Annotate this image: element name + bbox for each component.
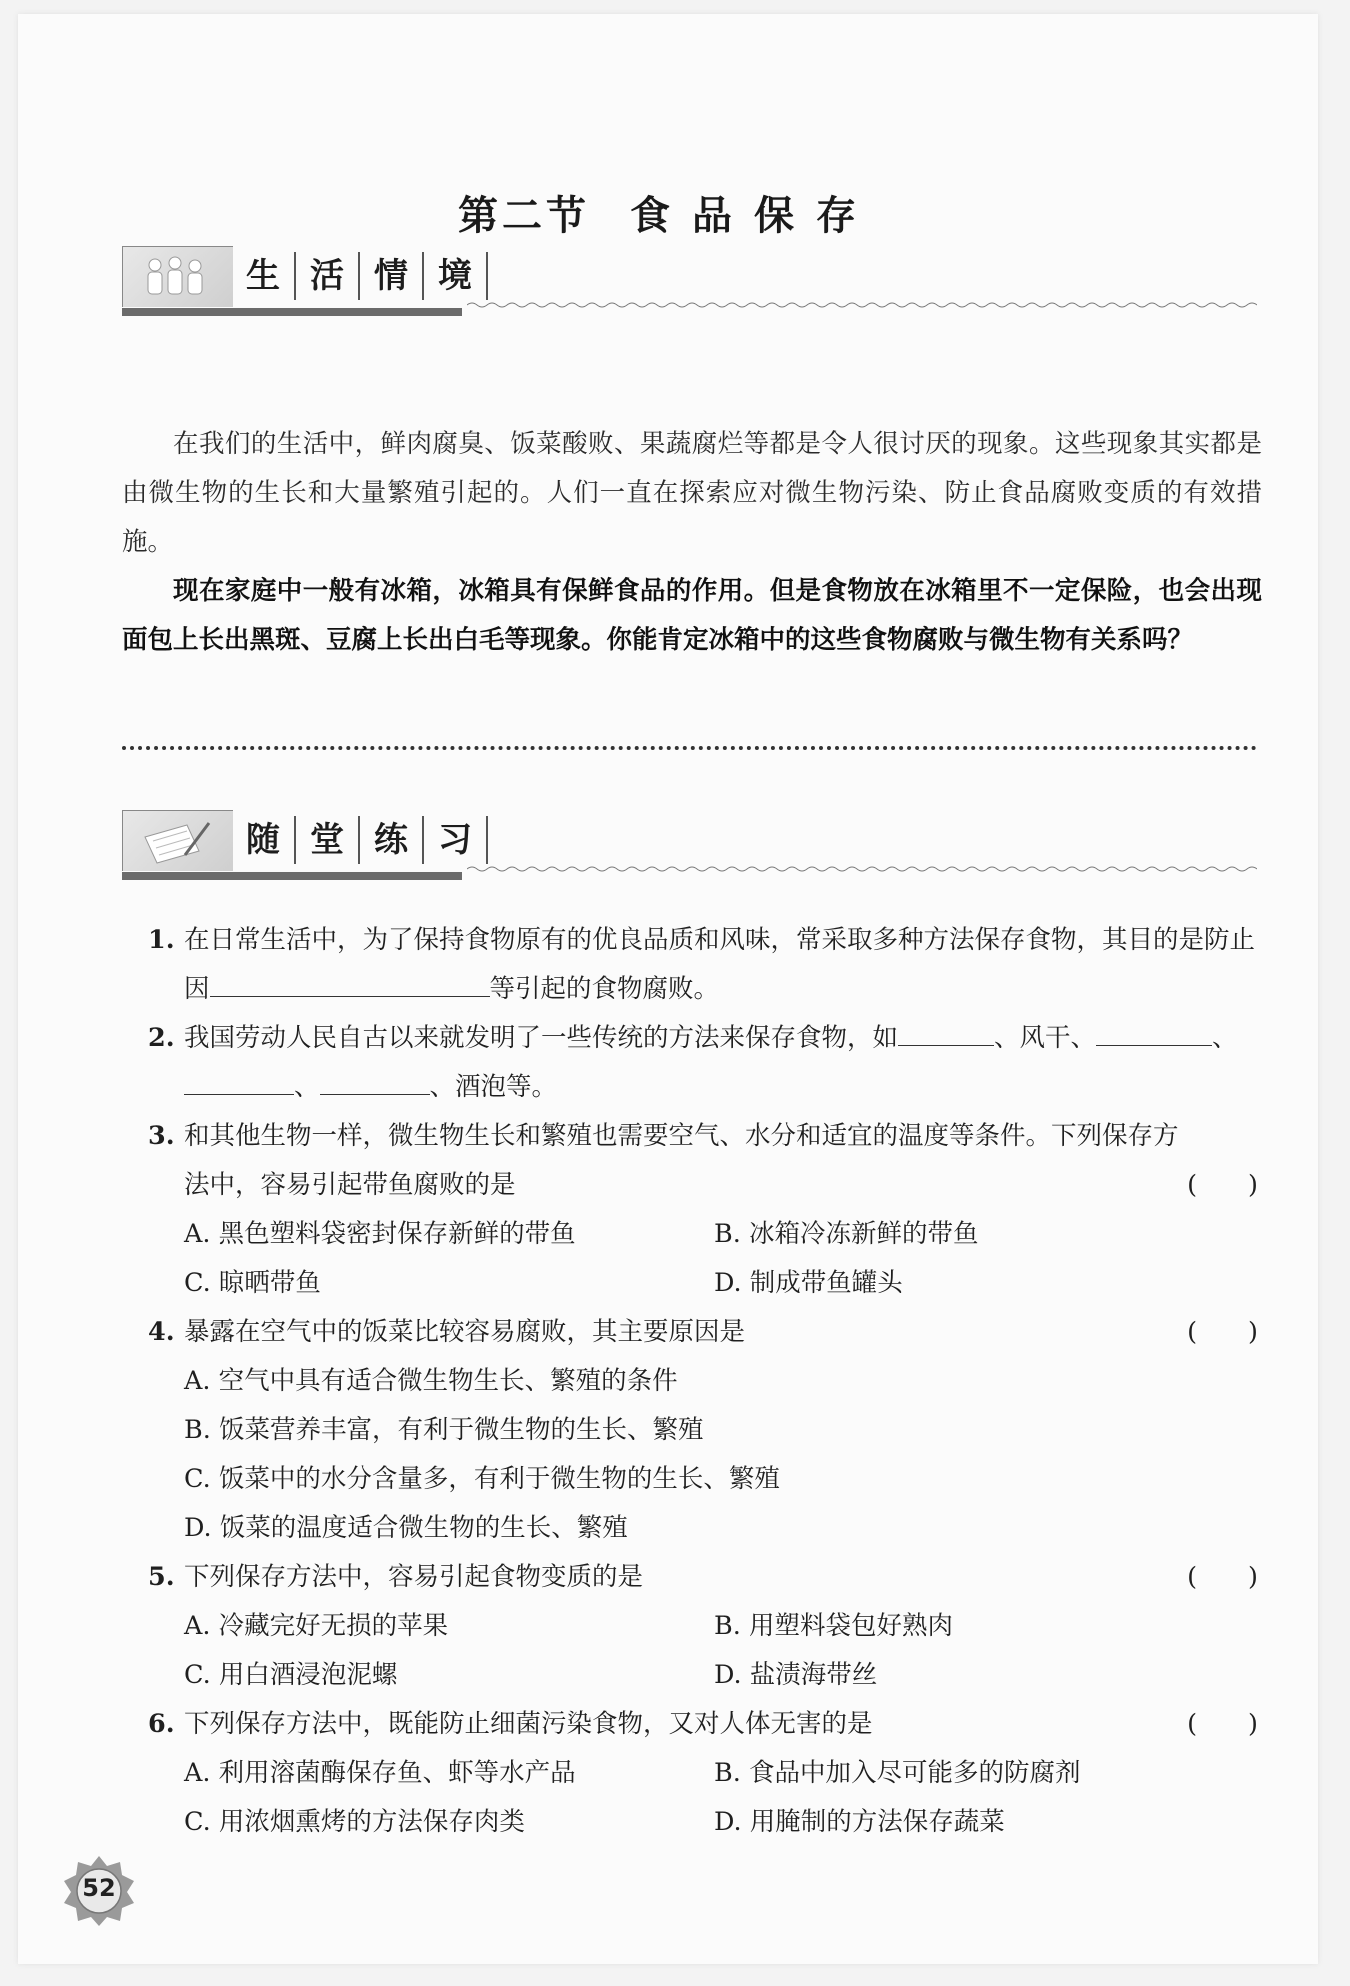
intro-paragraph: 在我们的生活中，鲜肉腐臭、饭菜酸败、果蔬腐烂等都是令人很讨厌的现象。这些现象其实都是由微生物的生长和大量繁殖引起的。人们一直在探索应对微生物污染、防止食品腐败变质的有效措施。 (122, 429, 1262, 557)
emblem (122, 246, 233, 307)
option-c[interactable]: C. 用浓烟熏烤的方法保存肉类 (184, 1807, 525, 1837)
answer-parentheses[interactable]: ( ) (1187, 1170, 1258, 1200)
option-c[interactable]: C. 用白酒浸泡泥螺 (184, 1660, 398, 1690)
answer-blank[interactable] (210, 966, 490, 997)
title-section-name: 食品保存 (630, 192, 878, 239)
wavy-divider (467, 300, 1257, 310)
options (184, 1210, 1262, 1308)
question-text: 、 (294, 1072, 320, 1102)
question-text: 、酒泡等。 (429, 1072, 558, 1102)
option-d[interactable]: D. 盐渍海带丝 (714, 1660, 878, 1690)
section-title-char: 随 (246, 816, 296, 864)
option-b[interactable]: B. 冰箱冷冻新鲜的带鱼 (714, 1219, 979, 1249)
question-stem: 我国劳动人民自古以来就发明了一些传统的方法来保存食物，如 (184, 1023, 899, 1053)
intro-question-paragraph: 现在家庭中一般有冰箱，冰箱具有保鲜食品的作用。但是食物放在冰箱里不一定保险，也会出现面包上长出黑斑、豆腐上长出白毛等现象。你能肯定冰箱中的这些食物腐败与微生物有关系吗？ (122, 576, 1262, 655)
section-title-char: 活 (296, 252, 360, 300)
option-a[interactable]: A. 黑色塑料袋密封保存新鲜的带鱼 (184, 1219, 576, 1249)
answer-blank[interactable] (320, 1064, 430, 1095)
notebook-pencil-icon (137, 817, 217, 867)
page (18, 14, 1318, 1964)
options (184, 1602, 1262, 1700)
options (184, 1357, 1262, 1553)
people-icon (137, 253, 217, 303)
question-stem: 和其他生物一样，微生物生长和繁殖也需要空气、水分和适宜的温度等条件。下列保存方法中，容易引起带鱼腐败的是 (184, 1121, 1179, 1200)
page-title (18, 184, 1318, 241)
answer-parentheses[interactable]: ( ) (1187, 1709, 1258, 1739)
option-d[interactable]: D. 用腌制的方法保存蔬菜 (714, 1807, 1005, 1837)
header-underbar (122, 308, 462, 316)
page-number-badge (62, 1854, 136, 1928)
answer-blank[interactable] (1096, 1015, 1212, 1046)
section-title-char: 境 (424, 252, 488, 300)
question-number: 4. (148, 1317, 175, 1347)
question-6 (122, 1700, 1262, 1847)
question-text: 、 (1212, 1023, 1238, 1053)
option-a[interactable]: A. 空气中具有适合微生物生长、繁殖的条件 (184, 1366, 678, 1396)
answer-parentheses[interactable]: ( ) (1187, 1317, 1258, 1347)
header-underbar (122, 872, 462, 880)
question-stem-end: 等引起的食物腐败。 (489, 974, 720, 1004)
option-a[interactable]: A. 利用溶菌酶保存鱼、虾等水产品 (184, 1758, 576, 1788)
section-title (246, 816, 488, 864)
question-number: 6. (148, 1709, 175, 1739)
option-c[interactable]: C. 饭菜中的水分含量多，有利于微生物的生长、繁殖 (184, 1464, 780, 1494)
option-c[interactable]: C. 晾晒带鱼 (184, 1268, 321, 1298)
answer-blank[interactable] (184, 1064, 294, 1095)
question-stem: 下列保存方法中，既能防止细菌污染食物，又对人体无害的是 (184, 1709, 873, 1739)
wavy-divider (467, 864, 1257, 874)
question-5 (122, 1553, 1262, 1700)
question-number: 1. (148, 925, 175, 955)
section-title-char: 情 (360, 252, 424, 300)
question-list (122, 916, 1262, 1847)
option-b[interactable]: B. 食品中加入尽可能多的防腐剂 (714, 1758, 1081, 1788)
question-stem: 下列保存方法中，容易引起食物变质的是 (184, 1562, 644, 1592)
section-title-char: 练 (360, 816, 424, 864)
section-title-char: 习 (424, 816, 488, 864)
option-d[interactable]: D. 饭菜的温度适合微生物的生长、繁殖 (184, 1513, 628, 1543)
section-header-life-situation (122, 246, 1262, 310)
question-1 (122, 916, 1262, 1014)
option-b[interactable]: B. 饭菜营养丰富，有利于微生物的生长、繁殖 (184, 1415, 704, 1445)
section-header-class-practice (122, 810, 1262, 874)
option-a[interactable]: A. 冷藏完好无损的苹果 (184, 1611, 449, 1641)
question-3 (122, 1112, 1262, 1308)
question-number: 3. (148, 1121, 175, 1151)
section-title-char: 堂 (296, 816, 360, 864)
question-stem: 在日常生活中，为了保持食物原有的优良品质和风味，常采取多种方法保存食物，其目的是防止因 (184, 925, 1256, 1004)
section-title (246, 252, 488, 300)
options (184, 1749, 1262, 1847)
title-section-number: 第二节 (458, 192, 590, 239)
page-number: 52 (82, 1874, 116, 1902)
option-d[interactable]: D. 制成带鱼罐头 (714, 1268, 903, 1298)
dotted-divider (122, 746, 1257, 750)
question-4 (122, 1308, 1262, 1553)
question-number: 5. (148, 1562, 175, 1592)
section-title-char: 生 (246, 252, 296, 300)
option-b[interactable]: B. 用塑料袋包好熟肉 (714, 1611, 953, 1641)
answer-blank[interactable] (898, 1015, 994, 1046)
answer-parentheses[interactable]: ( ) (1187, 1562, 1258, 1592)
intro-text (122, 420, 1262, 665)
question-number: 2. (148, 1023, 175, 1053)
question-stem: 暴露在空气中的饭菜比较容易腐败，其主要原因是 (184, 1317, 746, 1347)
question-2 (122, 1014, 1262, 1112)
question-text: 、风干、 (994, 1023, 1097, 1053)
emblem (122, 810, 233, 871)
